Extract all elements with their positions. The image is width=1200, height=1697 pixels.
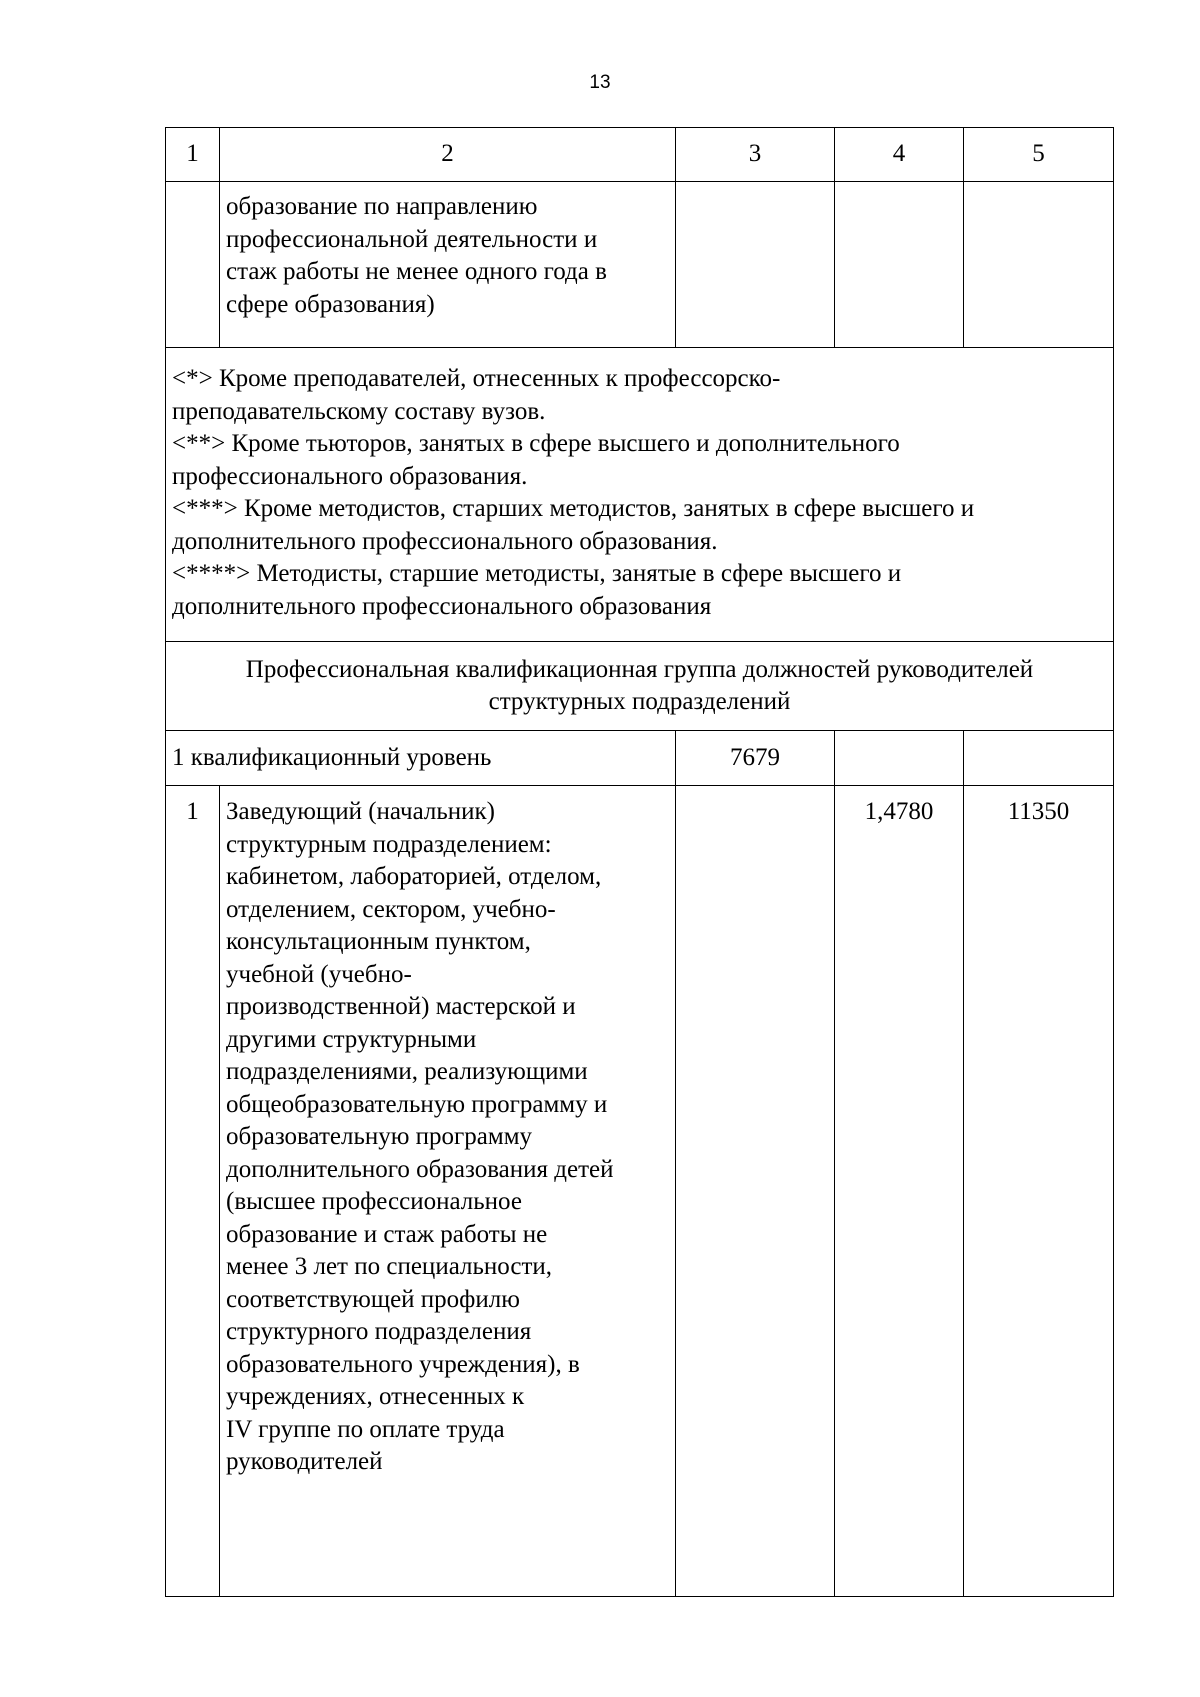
position-line: общеобразовательную программу и xyxy=(226,1090,608,1118)
position-description-cell xyxy=(220,786,676,1597)
position-line: менее 3 лет по специальности, xyxy=(226,1253,553,1280)
position-line: IV группе по оплате труда xyxy=(226,1415,505,1443)
group-header-cell xyxy=(166,642,1114,731)
salary-table xyxy=(165,127,1114,1597)
continuation-line: стаж работы не менее одного года в xyxy=(226,258,607,285)
position-line: соответствующей профилю xyxy=(226,1285,520,1313)
continuation-salary-cell xyxy=(676,182,835,348)
qualification-level-label: 1 квалификационный уровень xyxy=(166,731,676,786)
column-header-3: 3 xyxy=(676,128,835,182)
column-header-1: 1 xyxy=(166,128,220,182)
position-line: структурного подразделения xyxy=(226,1318,532,1345)
group-header-row xyxy=(166,642,1114,731)
position-row xyxy=(166,786,1114,1597)
footnote-line: дополнительного профессионального образования. xyxy=(172,527,718,555)
position-line: другими структурными xyxy=(226,1025,477,1053)
group-header-line: структурных подразделений xyxy=(488,688,791,715)
position-line: (высшее профессиональное xyxy=(226,1188,522,1215)
column-header-row xyxy=(166,128,1114,182)
continuation-line: профессиональной деятельности и xyxy=(226,225,598,253)
column-header-5: 5 xyxy=(964,128,1114,182)
footnote-line: дополнительного профессионального образования xyxy=(172,592,712,620)
continuation-row xyxy=(166,182,1114,348)
continuation-coefficient-cell xyxy=(835,182,964,348)
continuation-line: образование по направлению xyxy=(226,193,538,220)
position-line: подразделениями, реализующими xyxy=(226,1058,588,1085)
position-line: учебной (учебно- xyxy=(226,960,412,988)
position-line: структурным подразделением: xyxy=(226,830,552,858)
position-line: дополнительного образования детей xyxy=(226,1155,614,1183)
position-line: производственной) мастерской и xyxy=(226,993,576,1020)
qualification-level-amount-cell xyxy=(964,731,1114,786)
position-line: руководителей xyxy=(226,1448,383,1475)
footnote-line: профессионального образования. xyxy=(172,462,528,490)
position-line: образовательного учреждения), в xyxy=(226,1350,580,1378)
page-number: 13 xyxy=(589,72,611,93)
qualification-level-coefficient-cell xyxy=(835,731,964,786)
position-line: учреждениях, отнесенных к xyxy=(226,1383,525,1410)
continuation-text-cell xyxy=(220,182,676,348)
position-line: Заведующий (начальник) xyxy=(226,798,495,825)
footnote-line: <***> Кроме методистов, старших методистов, занятых в сфере высшего и xyxy=(172,495,975,522)
footnote-line: <****> Методисты, старшие методисты, занятые в сфере высшего и xyxy=(172,560,902,587)
continuation-number-cell xyxy=(166,182,220,348)
qualification-level-salary: 7679 xyxy=(676,731,835,786)
continuation-line: сфере образования) xyxy=(226,290,435,318)
position-line: отделением, сектором, учебно- xyxy=(226,895,556,923)
column-header-4: 4 xyxy=(835,128,964,182)
position-salary-cell xyxy=(676,786,835,1597)
column-header-2: 2 xyxy=(220,128,676,182)
continuation-amount-cell xyxy=(964,182,1114,348)
position-amount: 11350 xyxy=(964,786,1114,1597)
group-header-line: Профессиональная квалификационная группа должностей руководителей xyxy=(245,655,1034,683)
footnote-line: <*> Кроме преподавателей, отнесенных к профессорско- xyxy=(172,365,781,392)
footnote-line: преподавательскому составу вузов. xyxy=(172,397,546,425)
footnotes-row xyxy=(166,348,1114,642)
position-line: образовательную программу xyxy=(226,1123,533,1150)
footnote-line: <**> Кроме тьюторов, занятых в сфере высшего и дополнительного xyxy=(172,430,900,457)
qualification-level-row xyxy=(166,731,1114,786)
position-coefficient: 1,4780 xyxy=(835,786,964,1597)
position-number: 1 xyxy=(166,786,220,1597)
footnotes-cell xyxy=(166,348,1114,642)
position-line: образование и стаж работы не xyxy=(226,1220,548,1248)
position-line: консультационным пунктом, xyxy=(226,928,531,955)
position-line: кабинетом, лабораторией, отделом, xyxy=(226,863,602,890)
